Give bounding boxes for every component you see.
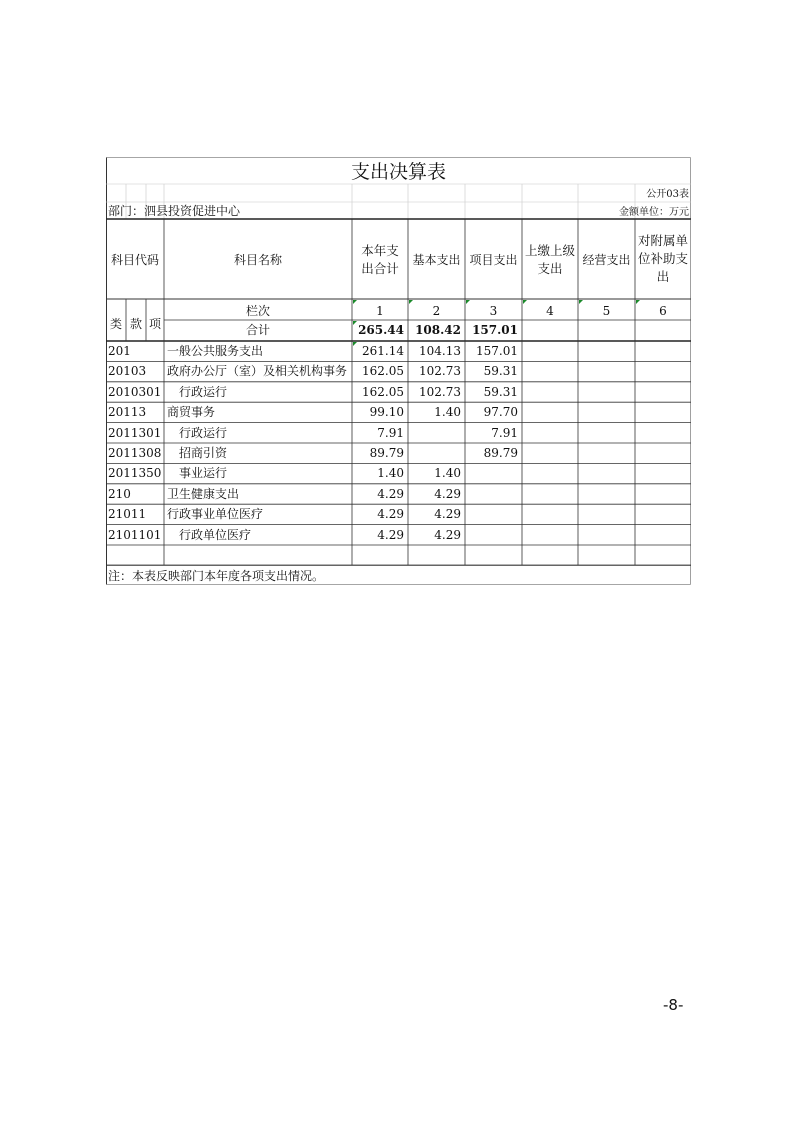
cell-marker [353,342,357,346]
cell-marker [466,300,470,304]
row-col1: 162.05 [362,384,404,399]
row-code: 2101101 [108,527,162,542]
row-col3: 97.70 [483,405,518,420]
row-name: 行政事业单位医疗 [167,507,264,522]
cell-marker [636,300,640,304]
header-kuan: 款 [129,317,142,331]
row-col3: 157.01 [476,344,518,358]
row-col3: 7.91 [491,425,518,440]
row-col1: 162.05 [362,364,404,379]
row-name: 一般公共服务支出 [167,344,264,358]
total-label: 合计 [245,323,270,337]
row-code: 2010301 [108,384,162,399]
row-col2: 1.40 [434,405,461,420]
col-number-6: 6 [659,304,667,318]
row-col1: 4.29 [377,507,404,522]
row-col2: 4.29 [434,527,461,542]
row-name: 行政运行 [179,384,228,399]
header-col1: 本年支出合计 [361,243,399,276]
row-name: 商贸事务 [167,405,216,420]
row-col2: 104.13 [419,344,461,358]
cell-marker [579,300,583,304]
row-col3: 89.79 [483,446,518,460]
expenditure-table [106,157,691,585]
row-col1: 89.79 [369,446,404,460]
row-col2: 1.40 [434,466,461,481]
row-code: 2011308 [108,446,162,460]
table-note: 注：本表反映部门本年度各项支出情况。 [108,569,325,583]
row-code: 2011350 [108,466,162,481]
header-lanci: 栏次 [245,304,270,318]
col-number-1: 1 [376,304,384,318]
row-col2: 4.29 [434,507,461,522]
cell-marker [353,300,357,304]
row-name: 行政运行 [179,425,228,440]
page-number: -8- [663,996,684,1014]
table-title: 支出决算表 [350,161,446,183]
row-col2: 102.73 [419,384,461,399]
row-name: 政府办公厅（室）及相关机构事务 [167,364,348,379]
row-name: 卫生健康支出 [167,486,240,501]
row-code: 210 [108,486,131,501]
header-name: 科目名称 [233,253,282,267]
row-col3: 59.31 [483,364,518,379]
row-col1: 4.29 [377,486,404,501]
header-col3: 项目支出 [469,253,518,267]
cell-marker [353,321,357,325]
row-code: 21011 [108,507,147,522]
col-number-5: 5 [602,304,611,318]
row-code: 20103 [108,364,147,379]
row-col2: 4.29 [434,486,461,501]
cell-marker [523,300,527,304]
col-number-2: 2 [432,304,441,318]
row-name: 行政单位医疗 [179,527,252,542]
row-name: 招商引资 [179,446,228,460]
col-number-3: 3 [489,304,498,318]
header-col2: 基本支出 [412,253,461,267]
row-col1: 1.40 [377,466,404,481]
total-col3: 157.01 [472,323,518,337]
row-col1: 7.91 [377,425,404,440]
total-col2: 108.42 [415,323,461,337]
row-col1: 261.14 [362,344,404,358]
row-col1: 4.29 [377,527,404,542]
total-col1: 265.44 [358,323,404,337]
department-label: 部门：泗县投资促进中心 [108,204,241,218]
header-col5: 经营支出 [582,253,631,267]
header-lei: 类 [109,317,122,331]
row-code: 20113 [108,405,147,420]
cell-marker [409,300,413,304]
form-number: 公开03表 [646,189,689,200]
row-col1: 99.10 [369,405,404,420]
unit-label: 金额单位：万元 [619,207,689,218]
header-col6: 对附属单位补助支出 [637,233,688,284]
col-number-4: 4 [546,304,554,318]
row-col3: 59.31 [483,384,518,399]
header-col4: 上缴上级支出 [524,243,575,276]
header-code: 科目代码 [110,253,159,267]
row-name: 事业运行 [179,466,228,481]
header-xiang: 项 [148,317,161,331]
row-code: 2011301 [108,425,162,440]
row-col2: 102.73 [419,364,461,379]
row-code: 201 [108,344,131,358]
